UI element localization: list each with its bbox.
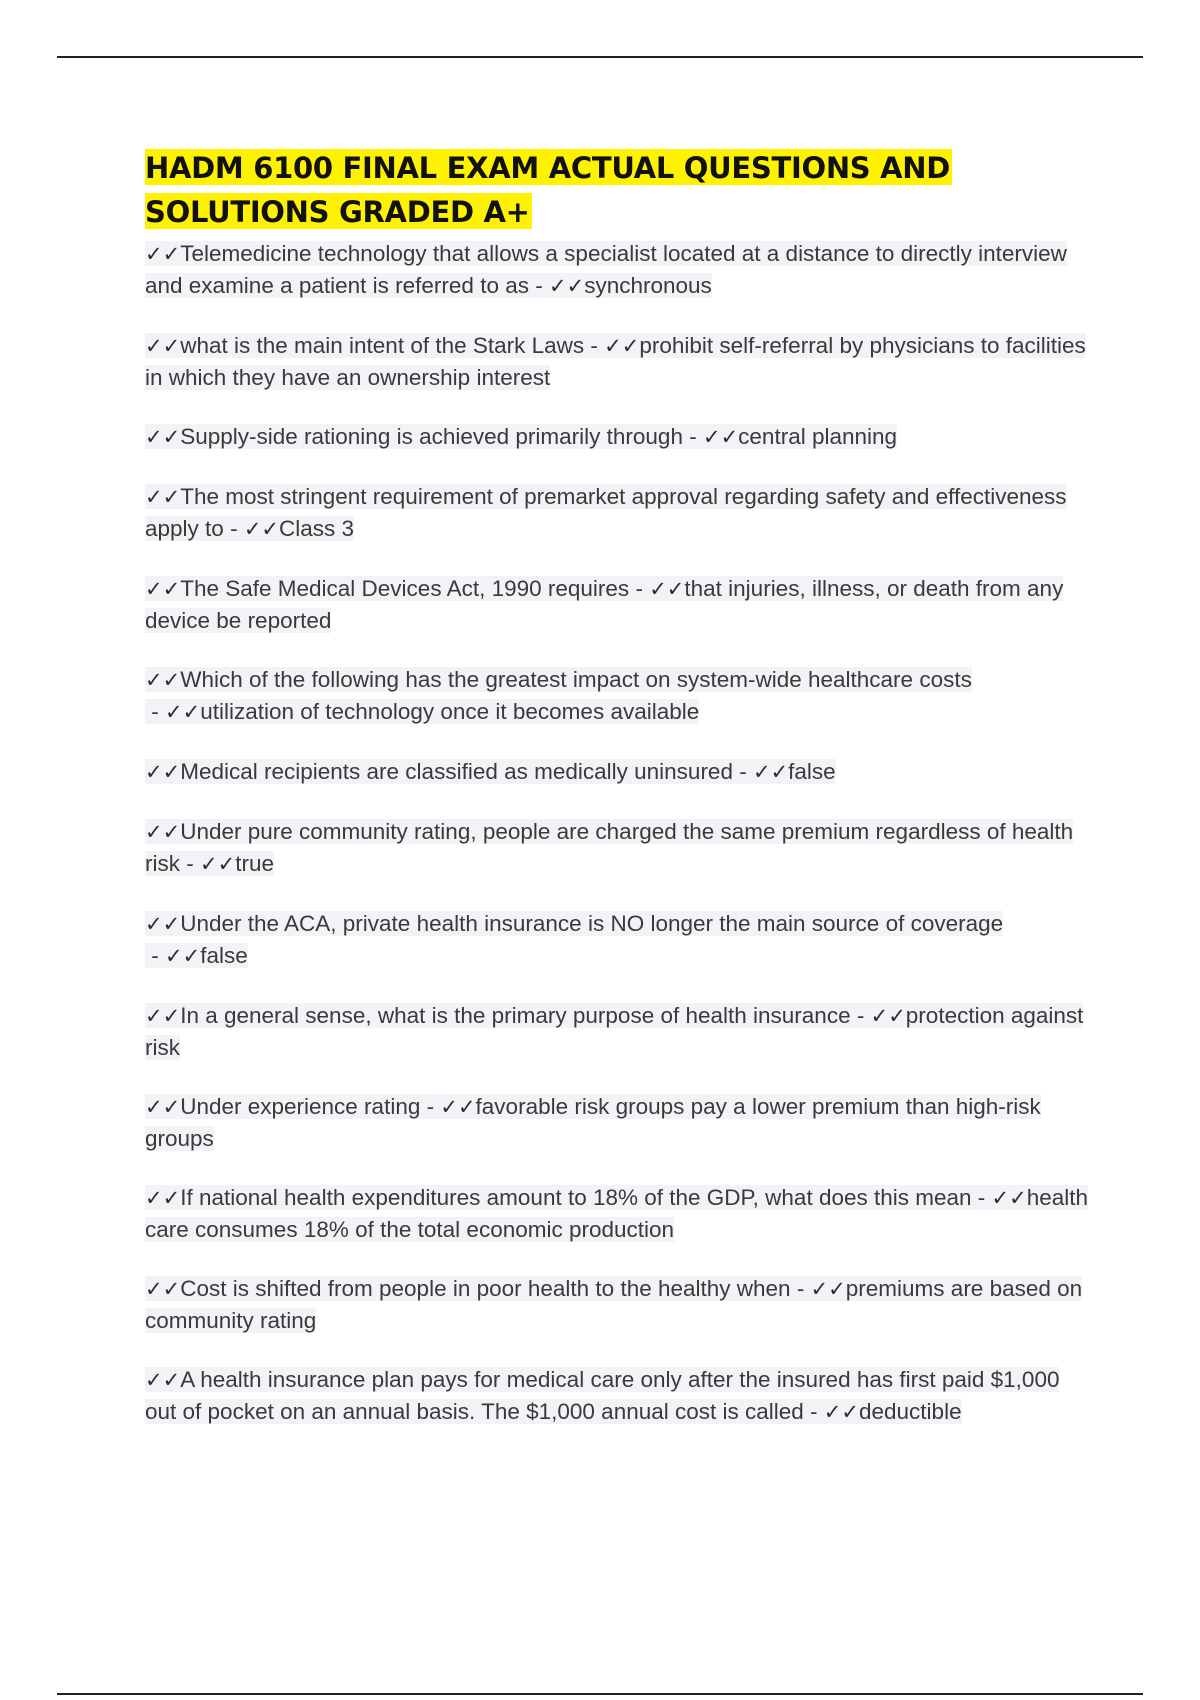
- qa-item: [145, 1273, 1090, 1336]
- question-check-icon: ✓✓: [145, 577, 181, 601]
- answer-check-icon: ✓✓: [702, 425, 739, 449]
- document-content: [145, 146, 1090, 1456]
- qa-text: [145, 1367, 1059, 1424]
- answer-text: Class 3: [279, 516, 355, 541]
- qa-item: [145, 1000, 1090, 1063]
- answer-text: false: [788, 759, 836, 784]
- document-title: [145, 146, 1090, 234]
- answer-check-icon: ✓✓: [810, 1277, 846, 1301]
- qa-list: [145, 238, 1090, 1428]
- qa-text: [145, 333, 1086, 390]
- answer-check-icon: ✓✓: [604, 334, 640, 358]
- answer-check-icon: ✓✓: [991, 1186, 1027, 1210]
- qa-text: [145, 1003, 1083, 1060]
- qa-text: [145, 667, 972, 724]
- qa-text: [145, 241, 1067, 298]
- qa-item: [145, 816, 1090, 880]
- question-check-icon: ✓✓: [145, 1004, 181, 1028]
- qa-separator: -: [629, 576, 650, 601]
- qa-item: [145, 421, 1090, 453]
- question-text: If national health expenditures amount to 18% of the GDP, what does this mean: [180, 1185, 972, 1210]
- question-text: Supply-side rationing is achieved primarily through: [180, 424, 683, 449]
- answer-text: false: [200, 943, 248, 968]
- question-text: Medical recipients are classified as medically uninsured: [180, 759, 733, 784]
- qa-item: [145, 1091, 1090, 1154]
- qa-text: [145, 759, 836, 784]
- answer-text: health care consumes 18% of the total economic production: [145, 1185, 1089, 1242]
- question-text: Under experience rating: [180, 1094, 421, 1119]
- answer-text: that injuries, illness, or death from any device be reported: [145, 576, 1064, 633]
- question-check-icon: ✓✓: [145, 1186, 181, 1210]
- qa-separator: -: [732, 759, 753, 784]
- question-check-icon: ✓✓: [145, 242, 181, 266]
- question-text: Telemedicine technology that allows a specialist located at a distance to directly interview and examine a patient is referred to as: [145, 241, 1067, 298]
- qa-item: [145, 238, 1090, 302]
- qa-item: [145, 1182, 1090, 1245]
- question-check-icon: ✓✓: [145, 820, 181, 844]
- qa-text: [145, 819, 1073, 876]
- qa-text: [145, 1185, 1088, 1242]
- qa-text: [145, 911, 1003, 968]
- question-check-icon: ✓✓: [145, 1368, 181, 1392]
- qa-separator: -: [145, 943, 165, 968]
- qa-separator: -: [803, 1399, 824, 1424]
- answer-text: true: [235, 851, 274, 876]
- answer-text: deductible: [859, 1399, 962, 1424]
- qa-text: [145, 1276, 1082, 1333]
- question-text: what is the main intent of the Stark Laws: [180, 333, 585, 358]
- question-check-icon: ✓✓: [145, 760, 181, 784]
- qa-separator: -: [850, 1003, 871, 1028]
- answer-text: premiums are based on community rating: [145, 1276, 1083, 1333]
- qa-separator: -: [420, 1094, 441, 1119]
- qa-item: [145, 481, 1090, 545]
- question-check-icon: ✓✓: [145, 425, 181, 449]
- qa-separator: -: [528, 273, 549, 298]
- answer-check-icon: ✓✓: [823, 1400, 859, 1424]
- qa-separator: -: [971, 1185, 992, 1210]
- qa-text: [145, 424, 897, 449]
- title-highlight: HADM 6100 FINAL EXAM ACTUAL QUESTIONS AND SOLUTIONS GRADED A+: [145, 151, 951, 229]
- qa-separator: -: [223, 516, 244, 541]
- question-check-icon: ✓✓: [145, 334, 181, 358]
- question-text: In a general sense, what is the primary purpose of health insurance: [180, 1003, 851, 1028]
- answer-text: central planning: [738, 424, 898, 449]
- qa-item: [145, 664, 1090, 728]
- answer-text: favorable risk groups pay a lower premium than high-risk groups: [145, 1094, 1041, 1151]
- qa-text: [145, 576, 1063, 633]
- answer-check-icon: ✓✓: [440, 1095, 476, 1119]
- answer-check-icon: ✓✓: [243, 517, 280, 541]
- qa-item: [145, 756, 1090, 788]
- answer-check-icon: ✓✓: [200, 852, 236, 876]
- answer-check-icon: ✓✓: [649, 577, 685, 601]
- qa-item: [145, 1364, 1090, 1428]
- answer-text: utilization of technology once it becomes available: [200, 699, 700, 724]
- question-check-icon: ✓✓: [145, 668, 181, 692]
- answer-check-icon: ✓✓: [165, 944, 201, 968]
- question-check-icon: ✓✓: [145, 485, 181, 509]
- answer-text: protection against risk: [145, 1003, 1084, 1060]
- answer-check-icon: ✓✓: [752, 760, 789, 784]
- question-check-icon: ✓✓: [145, 912, 181, 936]
- question-text: The most stringent requirement of premarket approval regarding safety and effectiveness apply to: [145, 484, 1067, 541]
- answer-check-icon: ✓✓: [870, 1004, 906, 1028]
- answer-text: prohibit self-referral by physicians to facilities in which they have an ownership interest: [145, 333, 1086, 390]
- question-text: Cost is shifted from people in poor health to the healthy when: [180, 1276, 791, 1301]
- qa-separator: -: [180, 851, 200, 876]
- question-text: Which of the following has the greatest impact on system-wide healthcare costs: [180, 667, 972, 692]
- answer-check-icon: ✓✓: [548, 274, 585, 298]
- question-check-icon: ✓✓: [145, 1277, 181, 1301]
- qa-item: [145, 908, 1090, 972]
- answer-text: synchronous: [584, 273, 712, 298]
- header-rule: [57, 56, 1143, 58]
- footer-rule: [57, 1693, 1143, 1695]
- qa-separator: -: [584, 333, 605, 358]
- answer-check-icon: ✓✓: [165, 700, 201, 724]
- question-text: Under the ACA, private health insurance is NO longer the main source of coverage: [180, 911, 1004, 936]
- qa-separator: -: [790, 1276, 811, 1301]
- qa-text: [145, 1094, 1041, 1151]
- question-check-icon: ✓✓: [145, 1095, 181, 1119]
- qa-text: [145, 484, 1067, 541]
- qa-item: [145, 330, 1090, 393]
- question-text: The Safe Medical Devices Act, 1990 requires: [180, 576, 630, 601]
- question-text: Under pure community rating, people are charged the same premium regardless of health risk: [145, 819, 1074, 876]
- qa-separator: -: [682, 424, 703, 449]
- qa-item: [145, 573, 1090, 636]
- question-text: A health insurance plan pays for medical care only after the insured has first paid $1,000 out of pocket on an annual basis. The $1,000 annual cost is called: [145, 1367, 1060, 1424]
- qa-separator: -: [145, 699, 165, 724]
